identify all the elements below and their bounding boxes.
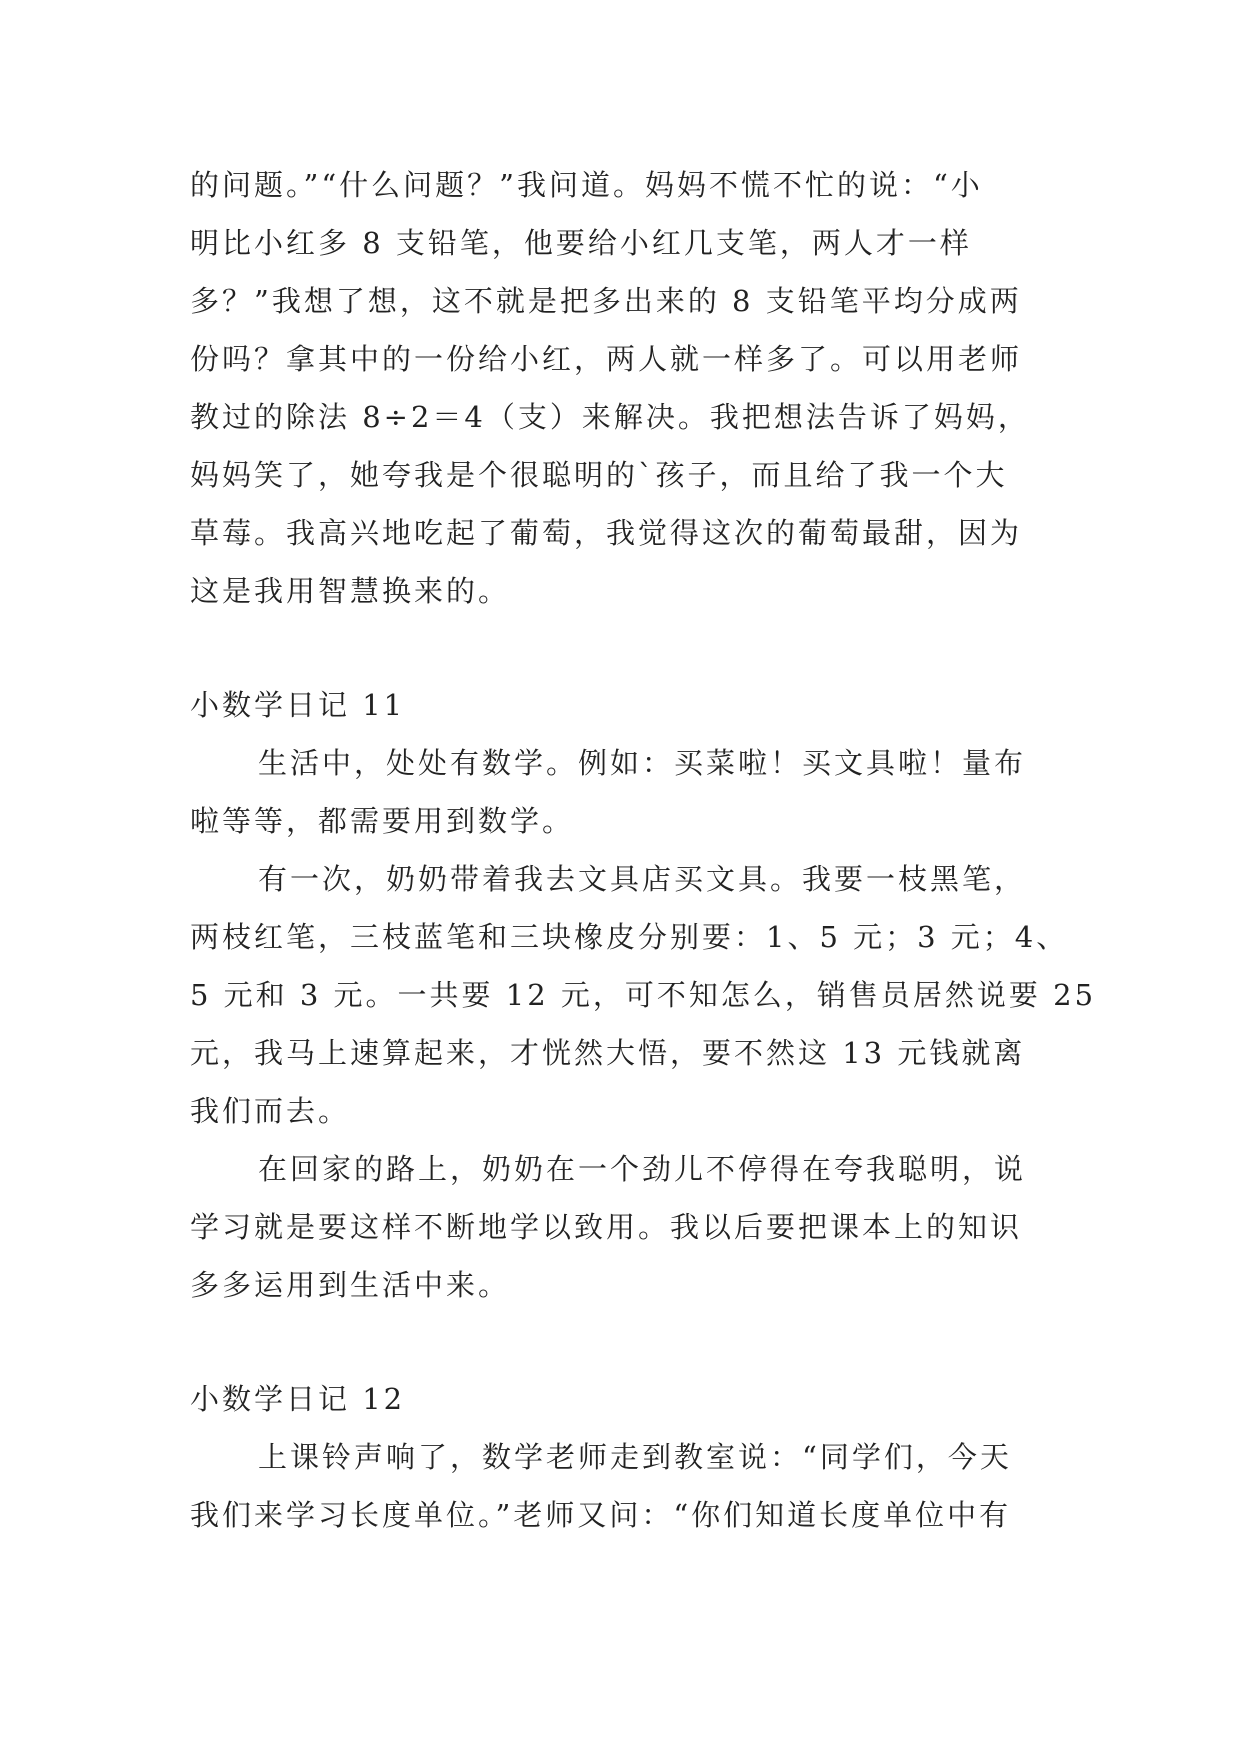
section-heading: 小数学日记 12 bbox=[190, 1382, 406, 1416]
paragraph-line: 啦等等，都需要用到数学。 bbox=[190, 804, 575, 838]
paragraph-line: 的问题。”“什么问题？”我问道。妈妈不慌不忙的说：“小 bbox=[190, 168, 983, 202]
paragraph-line: 学习就是要这样不断地学以致用。我以后要把课本上的知识 bbox=[190, 1210, 1023, 1244]
paragraph-line: 我们而去。 bbox=[190, 1094, 351, 1128]
paragraph-line: 多？”我想了想，这不就是把多出来的 8 支铅笔平均分成两 bbox=[190, 284, 1022, 318]
paragraph-line: 草莓。我高兴地吃起了葡萄，我觉得这次的葡萄最甜，因为 bbox=[190, 516, 1023, 550]
paragraph-line: 有一次，奶奶带着我去文具店买文具。我要一枝黑笔， bbox=[258, 862, 1027, 896]
paragraph-line: 份吗？拿其中的一份给小红，两人就一样多了。可以用老师 bbox=[190, 342, 1023, 376]
paragraph-line: 明比小红多 8 支铅笔，他要给小红几支笔，两人才一样 bbox=[190, 226, 972, 260]
paragraph-line: 教过的除法 8÷2＝4（支）来解决。我把想法告诉了妈妈， bbox=[190, 400, 1030, 434]
paragraph-line: 这是我用智慧换来的。 bbox=[190, 574, 511, 608]
paragraph-line: 元，我马上速算起来，才恍然大悟，要不然这 13 元钱就离 bbox=[190, 1036, 1026, 1070]
section-heading: 小数学日记 11 bbox=[190, 688, 406, 722]
paragraph-line: 生活中，处处有数学。例如：买菜啦！买文具啦！量布 bbox=[258, 746, 1027, 780]
paragraph-line: 在回家的路上，奶奶在一个劲儿不停得在夸我聪明，说 bbox=[258, 1152, 1027, 1186]
paragraph-line: 多多运用到生活中来。 bbox=[190, 1268, 511, 1302]
paragraph-line: 5 元和 3 元。一共要 12 元，可不知怎么，销售员居然说要 25 bbox=[190, 978, 1097, 1012]
paragraph-line: 我们来学习长度单位。”老师又问：“你们知道长度单位中有 bbox=[190, 1498, 1012, 1532]
paragraph-line: 两枝红笔，三枝蓝笔和三块橡皮分别要：1、5 元；3 元；4、 bbox=[190, 920, 1069, 954]
paragraph-line: 妈妈笑了，她夸我是个很聪明的`孩子，而且给了我一个大 bbox=[190, 458, 1008, 492]
paragraph-line: 上课铃声响了，数学老师走到教室说：“同学们，今天 bbox=[258, 1440, 1012, 1474]
